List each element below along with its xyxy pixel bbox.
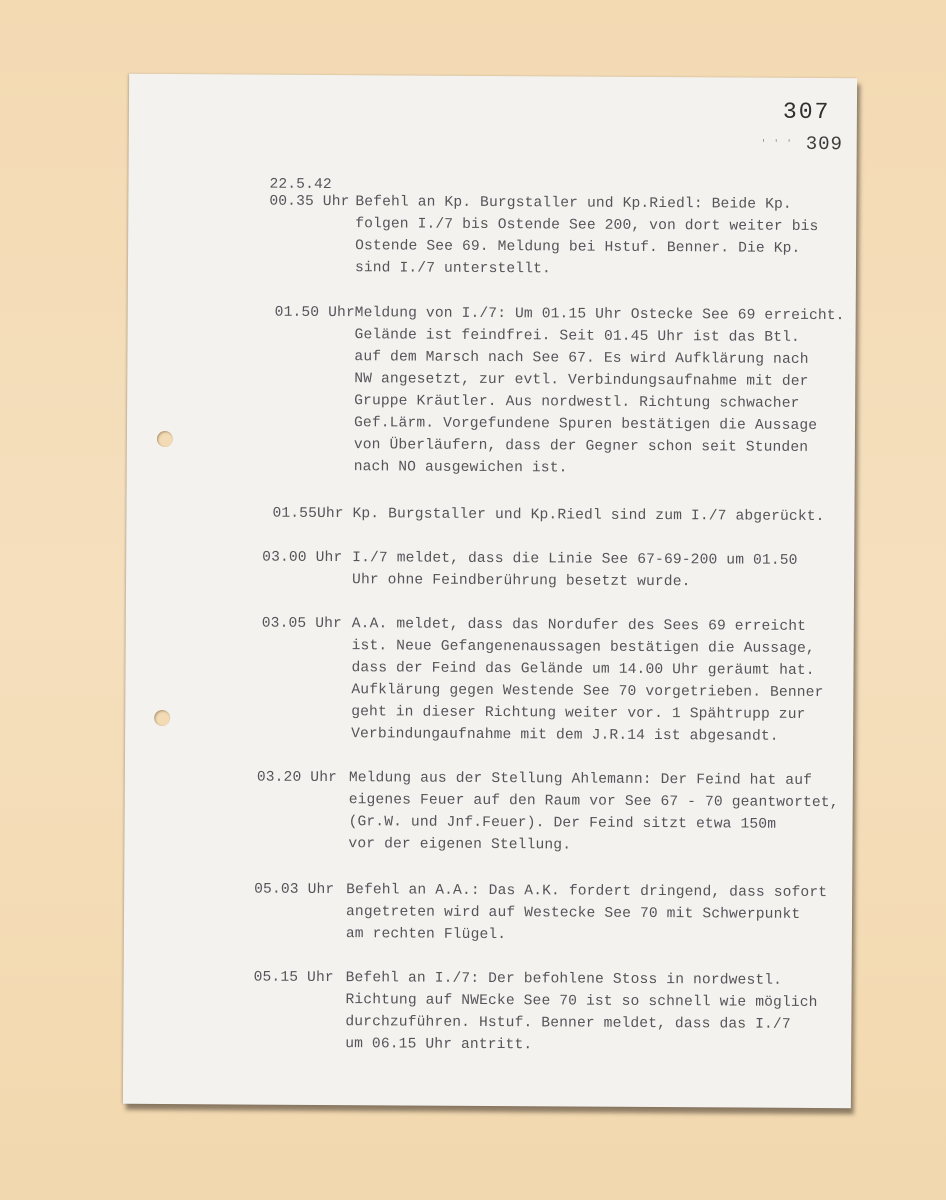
entry-line: Befehl an I./7: Der befohlene Stoss in nordwestl. (345, 970, 783, 989)
entry-line: nach NO ausgewichen ist. (353, 459, 568, 477)
entry-line: Kp. Burgstaller und Kp.Riedl sind zum I./7 abgerückt. (352, 506, 825, 526)
log-entry (269, 191, 869, 278)
punch-hole-top (157, 431, 173, 447)
stamped-page-number: 307 (782, 98, 831, 126)
entry-line: (Gr.W. und Jnf.Feuer). Der Feind sitzt etwa 150m (348, 814, 777, 833)
entry-line: angetreten wird auf Westecke See 70 mit Schwerpunkt (345, 904, 801, 923)
log-entry (274, 302, 875, 477)
written-page-number: 309 (805, 132, 844, 156)
entry-time: 01.50 Uhr (274, 304, 355, 322)
entry-line: Verbindungaufnahme mit dem J.R.14 ist abgesandt. (351, 726, 779, 745)
log-entry (254, 879, 854, 944)
entry-time: 05.15 Uhr (253, 969, 334, 987)
entry-time: 03.20 Uhr (256, 769, 338, 787)
entry-line: ist. Neue Gefangenenaussagen bestätigen die Aussage, (351, 638, 815, 657)
pencil-marks: ' ' ' (760, 138, 793, 149)
entry-line: Uhr ohne Feindberührung besetzt wurde. (352, 572, 691, 591)
entry-time: 03.05 Uhr (261, 615, 343, 633)
entry-time: 03.00 Uhr (262, 549, 343, 567)
log-entry (261, 613, 862, 745)
entry-line: eigenes Feuer auf den Raum vor See 67 - 70 geantwortet, (348, 792, 839, 812)
entry-line: um 06.15 Uhr antritt. (345, 1036, 533, 1054)
entry-time: 00.35 Uhr (269, 193, 350, 211)
entry-line: Ostende See 69. Meldung bei Hstuf. Benner. Die Kp. (355, 238, 801, 257)
entry-line: NW angesetzt, zur evtl. Verbindungsaufnahme mit der (354, 371, 809, 390)
log-entry (262, 547, 862, 591)
entry-time: 05.03 Uhr (254, 881, 335, 899)
entry-line: durchzuführen. Hstuf. Benner meldet, dass das I./7 (345, 1014, 791, 1033)
entry-line: Richtung auf NWEcke See 70 ist so schnell wie möglich (345, 992, 818, 1012)
entry-line: Aufklärung gegen Westende See 70 vorgetrieben. Benner (351, 682, 824, 702)
entry-line: Gelände ist feindfrei. Seit 01.45 Uhr ist das Btl. (354, 327, 800, 346)
document-date: 22.5.42 (269, 176, 332, 194)
punch-hole-bottom (154, 710, 170, 726)
entry-line: Meldung von I./7: Um 01.15 Uhr Ostecke See 69 erreicht. (354, 305, 845, 325)
entry-line: Befehl an A.A.: Das A.K. fordert dringend, dass sofort (346, 882, 828, 902)
entry-line: vor der eigenen Stellung. (348, 836, 572, 854)
entry-line: folgen I./7 bis Ostende See 200, von dort weiter bis (355, 216, 819, 235)
log-entry (272, 503, 873, 526)
entry-line: sind I./7 unterstellt. (354, 260, 551, 278)
entry-line: Befehl an Kp. Burgstaller und Kp.Riedl: Beide Kp. (355, 194, 792, 213)
entry-line: I./7 meldet, dass die Linie See 67-69-200 um 01.50 (352, 550, 798, 569)
entry-line: am rechten Flügel. (345, 926, 507, 944)
log-entry (253, 967, 854, 1054)
entry-line: geht in dieser Richtung weiter vor. 1 Spähtrupp zur (351, 704, 806, 723)
entry-time: 01.55Uhr (272, 505, 344, 523)
entry-line: Meldung aus der Stellung Ahlemann: Der Feind hat auf (348, 770, 813, 789)
entry-line: Gruppe Kräutler. Aus nordwestl. Richtung schwacher (354, 393, 800, 412)
typewritten-document-page (123, 74, 857, 1108)
entry-line: auf dem Marsch nach See 67. Es wird Aufklärung nach (354, 349, 809, 368)
entry-line: von Überläufern, dass der Gegner schon seit Stunden (353, 437, 809, 456)
entry-line: A.A. meldet, dass das Nordufer des Sees 69 erreicht (351, 616, 807, 635)
entry-line: dass der Feind das Gelände um 14.00 Uhr geräumt hat. (351, 660, 815, 679)
entry-line: Gef.Lärm. Vorgefundene Spuren bestätigen die Aussage (353, 415, 818, 434)
log-entry (256, 767, 857, 854)
